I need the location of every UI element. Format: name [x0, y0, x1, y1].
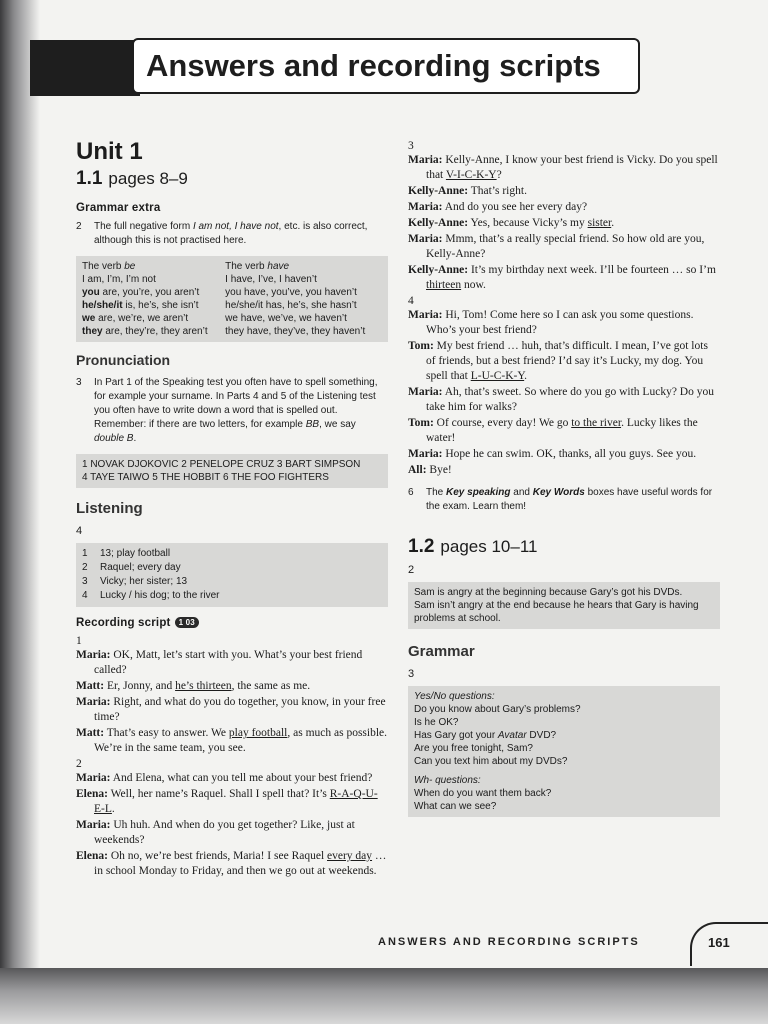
footer-label: ANSWERS AND RECORDING SCRIPTS — [378, 936, 640, 948]
pronunciation-answers — [76, 454, 388, 488]
dialogue-line: Maria: Hope he can swim. OK, thanks, all you guys. See you. — [408, 448, 697, 460]
section-1-2-heading — [408, 536, 720, 558]
item-text: The Key speaking and Key Words boxes have useful words for the exam. Learn them! — [426, 487, 713, 512]
page-title: Answers and recording scripts — [132, 38, 640, 94]
answer-line: 1 NOVAK DJOKOVIC 2 PENELOPE CRUZ 3 BART SIMPSON — [82, 459, 361, 470]
verb-have-column — [225, 260, 382, 338]
dialogue-line: Maria: Uh huh. And when do you get together? Like, just at weekends? — [76, 819, 355, 846]
answer-line: Sam is angry at the beginning because Gary’s got his DVDs. — [414, 587, 683, 598]
right-column — [408, 138, 720, 827]
exercise-number: 2 — [408, 564, 415, 576]
dialogue-line: Maria: Kelly-Anne, I know your best friend is Vicky. Do you spell that V-I-C-K-Y? — [408, 154, 718, 181]
table-row: we have, we’ve, we haven’t — [225, 313, 347, 324]
dialogue-line: Tom: My best friend … huh, that’s difficult. I mean, I’ve got lots of friends, but a best friend? I’d say it’s Lucky, my dog. You spell that L-U-C-K-Y. — [408, 340, 708, 382]
section-number: 1.1 — [76, 168, 103, 189]
answer-line: Are you free tonight, Sam? — [414, 743, 533, 754]
answer-line: What can we see? — [414, 801, 497, 812]
dialogue-line: Maria: Mmm, that’s a really special friend. So how old are you, Kelly-Anne? — [408, 233, 705, 260]
answer-line: Do you know about Gary’s problems? — [414, 704, 581, 715]
dialogue-line: Elena: Well, her name’s Raquel. Shall I spell that? It’s R-A-Q-U-E-L. — [76, 788, 378, 815]
yesno-heading: Yes/No questions: — [414, 691, 495, 702]
item-number: 6 — [408, 487, 414, 498]
list-item: 4 Lucky / his dog; to the river — [82, 590, 220, 601]
answer-line: Sam isn’t angry at the end because he hears that Gary is having problems at school. — [414, 600, 699, 624]
dialogue-line: Maria: Right, and what do you do together, you know, in your free time? — [76, 696, 386, 723]
verb-have-heading: The verb have — [225, 261, 290, 272]
section-1-1-heading — [76, 168, 388, 190]
dialogue-line: Kelly-Anne: It’s my birthday next week. I’ll be fourteen … so I’m thirteen now. — [408, 264, 716, 291]
table-row: I have, I’ve, I haven’t — [225, 274, 317, 285]
answer-line: Can you text him about my DVDs? — [414, 756, 568, 767]
dialogue-line: Maria: Ah, that’s sweet. So where do you go with Lucky? Do you take him for walks? — [408, 386, 714, 413]
listening-answers — [76, 543, 388, 607]
verb-be-heading: The verb be — [82, 261, 136, 272]
dialogue-line: Maria: Hi, Tom! Come here so I can ask you some questions. Who’s your best friend? — [408, 309, 694, 336]
exercise-number: 4 — [76, 525, 83, 537]
answer-line: Is he OK? — [414, 717, 459, 728]
page-bottom-edge — [0, 968, 768, 1024]
page-number: 161 — [690, 922, 768, 966]
table-row: he/she/it is, he’s, she isn’t — [82, 300, 199, 311]
table-row: you have, you’ve, you haven’t — [225, 287, 357, 298]
exercise-number: 3 — [408, 668, 415, 680]
listening-heading: Listening — [76, 500, 143, 517]
dialogue-line: Kelly-Anne: That’s right. — [408, 185, 527, 197]
item-6 — [408, 486, 720, 514]
script-number: 3 — [408, 140, 414, 152]
dialogue-line: Kelly-Anne: Yes, because Vicky’s my sister. — [408, 217, 615, 229]
page-binding-shadow — [0, 0, 40, 968]
answer-line: When do you want them back? — [414, 788, 552, 799]
unit-title: Unit 1 — [76, 138, 143, 165]
exercise-2-answers — [408, 582, 720, 629]
dialogue-line: Elena: Oh no, we’re best friends, Maria! I see Raquel every day … in school Monday to Friday, and then we go out at weekends. — [76, 850, 387, 877]
dialogue-line: Maria: And Elena, what can you tell me about your best friend? — [76, 772, 373, 784]
list-item: 1 13; play football — [82, 548, 171, 559]
list-item: 2 Raquel; every day — [82, 562, 181, 573]
answer-line: Has Gary got your Avatar DVD? — [414, 730, 557, 741]
table-row: I am, I’m, I’m not — [82, 274, 156, 285]
script-number: 4 — [408, 295, 414, 307]
table-row: we are, we’re, we aren’t — [82, 313, 189, 324]
script-number: 2 — [76, 758, 82, 770]
table-row: he/she/it has, he’s, she hasn’t — [225, 300, 357, 311]
script-number: 1 — [76, 635, 82, 647]
title-accent-bar — [30, 40, 140, 96]
grammar-answers — [408, 686, 720, 817]
audio-track-icon: 1 03 — [175, 617, 199, 628]
section-pages: pages 10–11 — [440, 537, 538, 556]
verb-table — [76, 256, 388, 342]
dialogue-line: Matt: Er, Jonny, and he’s thirteen, the same as me. — [76, 680, 311, 692]
answer-line: 4 TAYE TAIWO 5 THE HOBBIT 6 THE FOO FIGHTERS — [82, 472, 329, 483]
pronunciation-item — [76, 376, 388, 446]
item-text: The full negative form I am not, I have not, etc. is also correct, although this is not practised here. — [94, 221, 368, 246]
dialogue-line: All: Bye! — [408, 464, 452, 476]
section-number: 1.2 — [408, 536, 435, 557]
item-text: In Part 1 of the Speaking test you often have to spell something, for example your surname. In Parts 4 and 5 of the Listening test you often have to write down a word that is spelled out. Remember: if there are two letters, for example BB, we say double B. — [94, 377, 378, 444]
section-pages: pages 8–9 — [108, 169, 188, 188]
item-number: 2 — [76, 221, 82, 232]
pronunciation-heading: Pronunciation — [76, 352, 171, 368]
verb-be-column — [82, 260, 225, 338]
recording-script-heading: Recording script 1 03 — [76, 617, 388, 629]
wh-heading: Wh- questions: — [414, 775, 481, 786]
grammar-extra-heading: Grammar extra — [76, 202, 161, 214]
grammar-heading: Grammar — [408, 643, 475, 660]
dialogue-line: Matt: That’s easy to answer. We play football, as much as possible. We’re in the same team, you see. — [76, 727, 388, 754]
table-row: they are, they’re, they aren’t — [82, 326, 208, 337]
list-item: 3 Vicky; her sister; 13 — [82, 576, 188, 587]
table-row: they have, they’ve, they haven’t — [225, 326, 366, 337]
left-column — [76, 138, 388, 880]
grammar-extra-item — [76, 220, 388, 248]
item-number: 3 — [76, 377, 82, 388]
table-row: you are, you’re, you aren’t — [82, 287, 200, 298]
dialogue-line: Tom: Of course, every day! We go to the river. Lucky likes the water! — [408, 417, 698, 444]
dialogue-line: Maria: OK, Matt, let’s start with you. What’s your best friend called? — [76, 649, 363, 676]
dialogue-line: Maria: And do you see her every day? — [408, 201, 588, 213]
